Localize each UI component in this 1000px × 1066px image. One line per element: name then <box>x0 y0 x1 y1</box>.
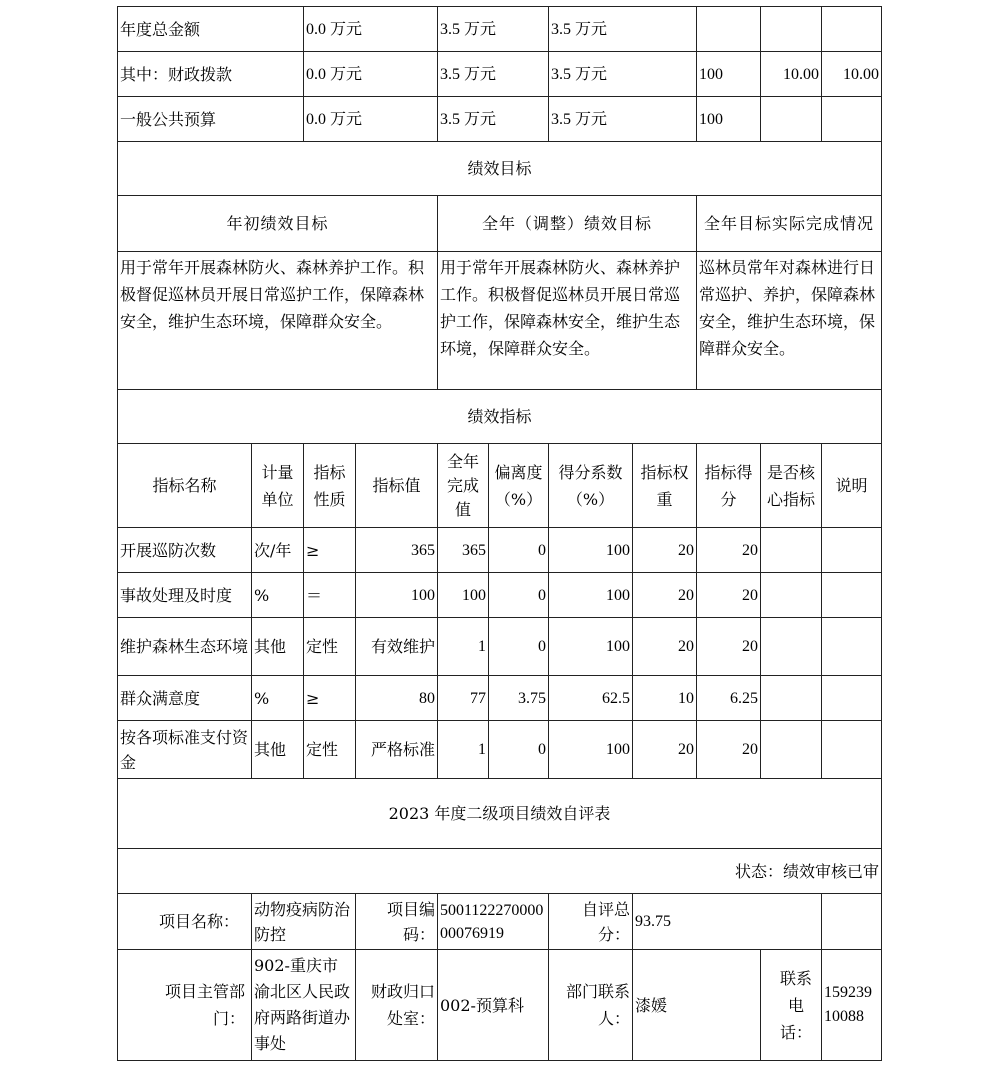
indicator-header-weight: 指标权重 <box>632 443 696 527</box>
indicator-unit: % <box>251 675 303 720</box>
phone-label: 联系电话： <box>760 949 821 1061</box>
indicator-header-done: 全年完成值 <box>437 443 488 527</box>
budget-fiscal-c6: 10.00 <box>821 51 882 96</box>
indicator-deviation: 0 <box>488 617 548 675</box>
budget-general-c3: 3.5 万元 <box>548 96 696 141</box>
indicator-weight: 10 <box>632 675 696 720</box>
indicator-name: 事故处理及时度 <box>117 572 251 617</box>
budget-label-general: 一般公共预算 <box>117 96 303 141</box>
indicator-note <box>821 720 882 778</box>
goals-section-title: 绩效目标 <box>117 141 882 195</box>
goals-header-initial: 年初绩效目标 <box>117 195 437 251</box>
budget-total-c4 <box>696 6 760 51</box>
budget-fiscal-c4: 100 <box>696 51 760 96</box>
indicator-coefficient: 100 <box>548 617 632 675</box>
budget-fiscal-c5: 10.00 <box>760 51 821 96</box>
indicator-target: 80 <box>355 675 437 720</box>
indicator-score: 20 <box>696 617 760 675</box>
indicator-nature: 定性 <box>303 617 355 675</box>
indicator-target: 100 <box>355 572 437 617</box>
budget-label-total: 年度总金额 <box>117 6 303 51</box>
budget-total-c2: 3.5 万元 <box>437 6 548 51</box>
indicator-done: 1 <box>437 720 488 778</box>
budget-general-c4: 100 <box>696 96 760 141</box>
indicator-unit: 其他 <box>251 617 303 675</box>
indicator-header-core: 是否核心指标 <box>760 443 821 527</box>
indicator-weight: 20 <box>632 617 696 675</box>
budget-fiscal-c3: 3.5 万元 <box>548 51 696 96</box>
indicator-done: 77 <box>437 675 488 720</box>
indicator-weight: 20 <box>632 527 696 572</box>
indicator-header-score: 指标得分 <box>696 443 760 527</box>
indicator-target: 有效维护 <box>355 617 437 675</box>
indicator-name: 维护森林生态环境 <box>117 617 251 675</box>
indicator-unit: 其他 <box>251 720 303 778</box>
contact-value: 漆媛 <box>632 949 760 1061</box>
indicator-name: 开展巡防次数 <box>117 527 251 572</box>
indicator-coefficient: 100 <box>548 720 632 778</box>
indicator-note <box>821 527 882 572</box>
indicator-done: 365 <box>437 527 488 572</box>
budget-fiscal-c2: 3.5 万元 <box>437 51 548 96</box>
budget-fiscal-c1: 0.0 万元 <box>303 51 437 96</box>
indicator-deviation: 0 <box>488 720 548 778</box>
indicator-note <box>821 572 882 617</box>
budget-total-c6 <box>821 6 882 51</box>
indicator-target: 365 <box>355 527 437 572</box>
indicator-done: 1 <box>437 617 488 675</box>
indicator-note <box>821 675 882 720</box>
project-code-value: 500112227000000076919 <box>437 893 548 949</box>
finance-value: 002-预算科 <box>437 949 548 1061</box>
budget-general-c5 <box>760 96 821 141</box>
indicator-deviation: 0 <box>488 527 548 572</box>
project-info-blank <box>821 893 882 949</box>
indicator-note <box>821 617 882 675</box>
indicator-unit: % <box>251 572 303 617</box>
form-title: 2023 年度二级项目绩效自评表 <box>117 778 882 848</box>
budget-label-fiscal: 其中：财政拨款 <box>117 51 303 96</box>
dept-label: 项目主管部门： <box>117 949 251 1061</box>
goals-actual-text: 巡林员常年对森林进行日常巡护、养护，保障森林安全，维护生态环境，保障群众安全。 <box>696 251 882 389</box>
indicator-header-coefficient: 得分系数（%） <box>548 443 632 527</box>
indicator-score: 20 <box>696 527 760 572</box>
dept-value: 902-重庆市渝北区人民政府两路街道办事处 <box>251 949 355 1061</box>
indicator-core <box>760 675 821 720</box>
indicator-weight: 20 <box>632 720 696 778</box>
indicator-core <box>760 572 821 617</box>
goals-adjusted-text: 用于常年开展森林防火、森林养护工作。积极督促巡林员开展日常巡护工作，保障森林安全，维护生态环境，保障群众安全。 <box>437 251 696 389</box>
indicator-unit: 次/年 <box>251 527 303 572</box>
indicator-core <box>760 720 821 778</box>
indicator-core <box>760 617 821 675</box>
budget-total-c1: 0.0 万元 <box>303 6 437 51</box>
finance-label: 财政归口处室： <box>355 949 437 1061</box>
self-score-label: 自评总分： <box>548 893 632 949</box>
indicator-core <box>760 527 821 572</box>
indicator-score: 20 <box>696 720 760 778</box>
indicator-header-nature: 指标性质 <box>303 443 355 527</box>
indicator-nature: 定性 <box>303 720 355 778</box>
indicator-name: 按各项标准支付资金 <box>117 720 251 778</box>
indicator-score: 6.25 <box>696 675 760 720</box>
indicator-done: 100 <box>437 572 488 617</box>
goals-initial-text: 用于常年开展森林防火、森林养护工作。积极督促巡林员开展日常巡护工作，保障森林安全，维护生态环境，保障群众安全。 <box>117 251 437 389</box>
indicator-nature: ≥ <box>303 527 355 572</box>
indicator-nature: ≥ <box>303 675 355 720</box>
self-score-value: 93.75 <box>632 893 821 949</box>
phone-value: 15923910088 <box>821 949 882 1061</box>
indicator-weight: 20 <box>632 572 696 617</box>
indicators-section-title: 绩效指标 <box>117 389 882 443</box>
indicator-header-name: 指标名称 <box>117 443 251 527</box>
indicator-deviation: 3.75 <box>488 675 548 720</box>
budget-general-c1: 0.0 万元 <box>303 96 437 141</box>
indicator-header-target: 指标值 <box>355 443 437 527</box>
goals-header-adjusted: 全年（调整）绩效目标 <box>437 195 696 251</box>
indicator-score: 20 <box>696 572 760 617</box>
budget-general-c2: 3.5 万元 <box>437 96 548 141</box>
project-name-label: 项目名称： <box>117 893 251 949</box>
indicator-name: 群众满意度 <box>117 675 251 720</box>
indicator-header-unit: 计量单位 <box>251 443 303 527</box>
status-badge: 状态：绩效审核已审 <box>117 848 882 893</box>
project-name-value: 动物疫病防治防控 <box>251 893 355 949</box>
indicator-target: 严格标准 <box>355 720 437 778</box>
indicator-header-note: 说明 <box>821 443 882 527</box>
indicator-coefficient: 100 <box>548 572 632 617</box>
indicator-header-deviation: 偏离度（%） <box>488 443 548 527</box>
budget-total-c3: 3.5 万元 <box>548 6 696 51</box>
indicator-coefficient: 100 <box>548 527 632 572</box>
project-code-label: 项目编码： <box>355 893 437 949</box>
contact-label: 部门联系人： <box>548 949 632 1061</box>
budget-total-c5 <box>760 6 821 51</box>
budget-general-c6 <box>821 96 882 141</box>
indicator-deviation: 0 <box>488 572 548 617</box>
goals-header-actual: 全年目标实际完成情况 <box>696 195 882 251</box>
indicator-coefficient: 62.5 <box>548 675 632 720</box>
indicator-nature: ＝ <box>303 572 355 617</box>
performance-evaluation-sheet <box>117 6 882 1061</box>
